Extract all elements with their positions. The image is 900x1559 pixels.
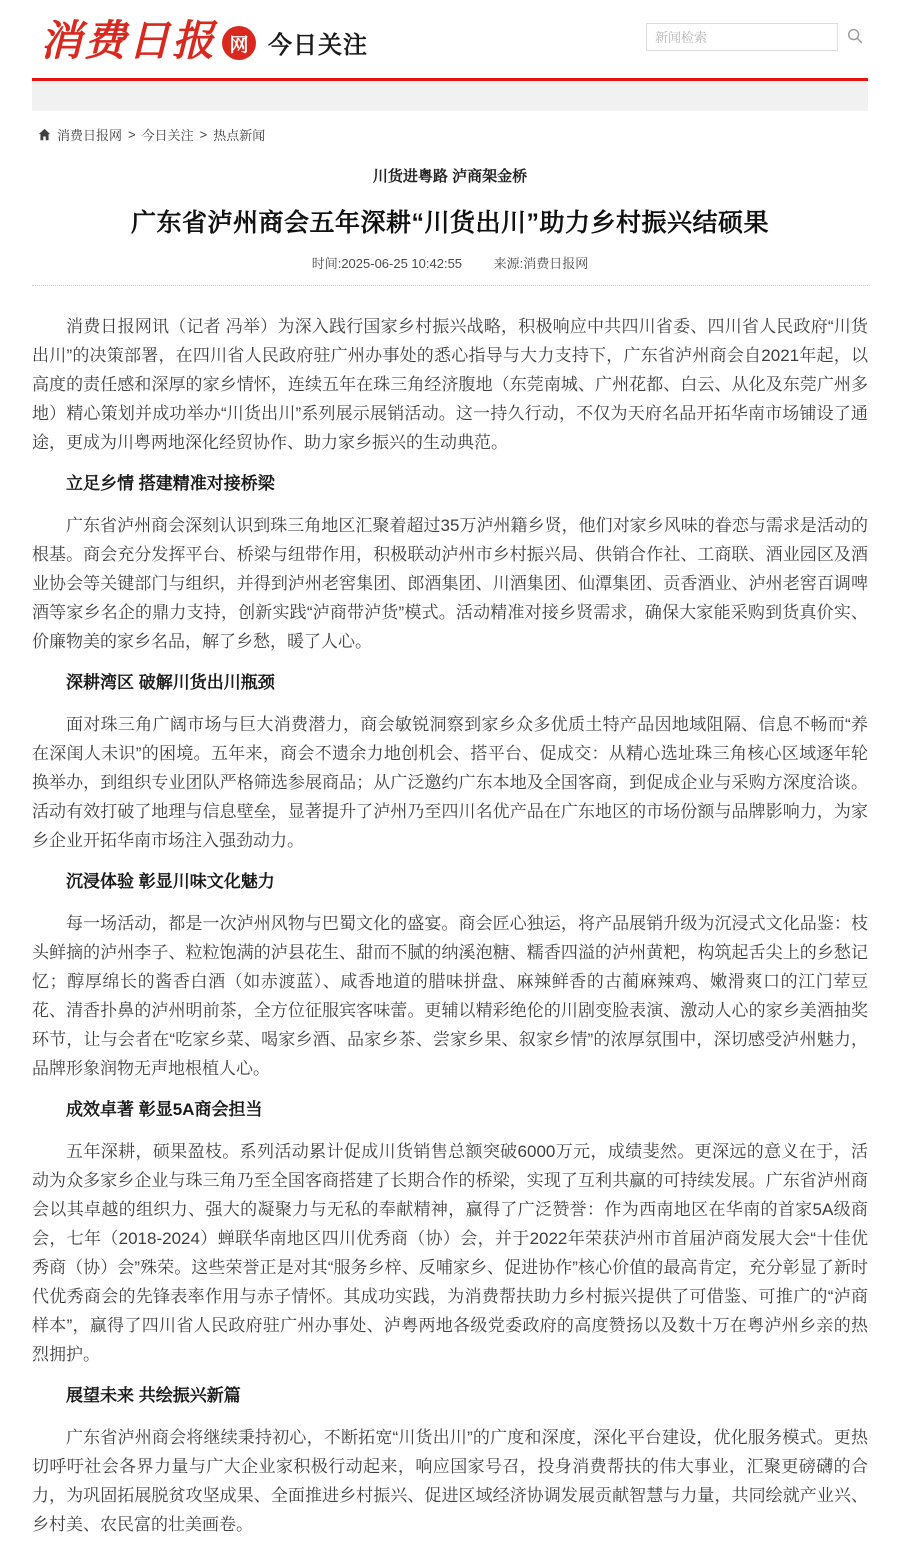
section-heading-2: 深耕湾区 破解川货出川瓶颈 (66, 673, 275, 692)
search-area (646, 23, 864, 51)
paragraph-section-5: 广东省泸州商会将继续秉持初心，不断拓宽“川货出川”的广度和深度，深化平台建设，优化服务模式。更热切呼吁社会各界力量与广大企业家积极行动起来，响应国家号召，投身消费帮扶的伟大事业，汇聚更磅礴的合力，为巩固拓展脱贫攻坚成果、全面推进乡村振兴、促进区域经济协调发展贡献智慧与力量，共同绘就产业兴、乡村美、农民富的壮美画卷。 (32, 1428, 868, 1534)
meta-dotted-divider (32, 285, 868, 286)
search-button[interactable] (846, 27, 864, 48)
search-icon (846, 27, 864, 48)
section-title[interactable]: 今日关注 (268, 32, 369, 59)
paragraph-intro: 消费日报网讯（记者 冯举）为深入践行国家乡村振兴战略，积极响应中共四川省委、四川省人民政府“川货出川”的决策部署，在四川省人民政府驻广州办事处的悉心指导与大力支持下，广东省泸州商会自2021年起，以高度的责任感和深厚的家乡情怀，连续五年在珠三角经济腹地（东莞南城、广州花都、白云、从化及东莞广州多地）精心策划并成功举办“川货出川”系列展示展销活动。这一持久行动，不仅为天府名品开拓华南市场铺设了通途，更成为川粤两地深化经贸协作、助力家乡振兴的生动典范。 (32, 317, 868, 452)
article-kicker: 川货进粤路 泸商架金桥 (372, 168, 528, 185)
page-container (32, 0, 868, 1559)
section-heading-3: 沉浸体验 彰显川味文化魅力 (66, 872, 275, 891)
section-heading-5: 展望未来 共绘振兴新篇 (66, 1386, 241, 1405)
site-header (32, 0, 868, 78)
article-source: 来源:消费日报网 (493, 256, 589, 271)
breadcrumb-item-category[interactable]: 热点新闻 (213, 128, 266, 143)
article-title: 广东省泸州商会五年深耕“川货出川”助力乡村振兴结硕果 (130, 209, 769, 237)
site-logo[interactable] (40, 16, 369, 65)
section-heading-1: 立足乡情 搭建精准对接桥梁 (66, 474, 275, 493)
paragraph-section-3: 每一场活动，都是一次泸州风物与巴蜀文化的盛宴。商会匠心独运，将产品展销升级为沉浸式文化品鉴：枝头鲜摘的泸州李子、粒粒饱满的泸县花生、甜而不腻的纳溪泡糖、糯香四溢的泸州黄粑，构筑起舌尖上的乡愁记忆；醇厚绵长的酱香白酒（如赤渡蓝）、咸香地道的腊味拼盘、麻辣鲜香的古蔺麻辣鸡、嫩滑爽口的江门荤豆花、清香扑鼻的泸州明前茶，全方位征服宾客味蕾。更辅以精彩绝伦的川剧变脸表演、激动人心的家乡美酒抽奖环节，让与会者在“吃家乡菜、喝家乡酒、品家乡茶、尝家乡果、叙家乡情”的浓厚氛围中，深切感受泸州魅力，品牌形象润物无声地根植人心。 (32, 914, 868, 1078)
section-heading-4: 成效卓著 彰显5A商会担当 (66, 1100, 263, 1119)
sub-header-bar (32, 81, 868, 111)
paragraph-section-2: 面对珠三角广阔市场与巨大消费潜力，商会敏锐洞察到家乡众多优质土特产品因地域阻隔、信息不畅而“养在深闺人未识”的困境。五年来，商会不遗余力地创机会、搭平台、促成交：从精心选址珠三角核心区域逐年轮换举办，到组织专业团队严格筛选参展商品；从广泛邀约广东本地及全国客商，到促成企业与采购方深度洽谈。活动有效打破了地理与信息壁垒，显著提升了泸州乃至四川名优产品在广东地区的市场份额与品牌影响力，为家乡企业开拓华南市场注入强劲动力。 (32, 715, 868, 850)
breadcrumb-item-home[interactable]: 消费日报网 (57, 128, 123, 143)
breadcrumb-item-section[interactable]: 今日关注 (141, 128, 194, 143)
article (32, 165, 868, 1559)
search-input[interactable] (646, 23, 838, 51)
breadcrumb-separator: > (128, 127, 136, 142)
article-meta (32, 253, 868, 272)
paragraph-section-4: 五年深耕，硕果盈枝。系列活动累计促成川货销售总额突破6000万元，成绩斐然。更深远的意义在于，活动为众多家乡企业与珠三角乃至全国客商搭建了长期合作的桥梁，实现了互利共赢的可持续发展。广东省泸州商会以其卓越的组织力、强大的凝聚力与无私的奉献精神，赢得了广泛赞誉：作为西南地区在华南的首家5A级商会，七年（2018-2024）蝉联华南地区四川优秀商（协）会，并于2022年荣获泸州市首届泸商发展大会“十佳优秀商（协）会”殊荣。这些荣誉正是对其“服务乡梓、反哺家乡、促进协作”核心价值的最高肯定，充分彰显了新时代优秀商会的先锋表率作用与赤子情怀。其成功实践，为消费帮扶助力乡村振兴提供了可借鉴、可推广的“泸商样本”，赢得了四川省人民政府驻广州办事处、泸粤两地各级党委政府的高度赞扬以及数十万在粤泸州乡亲的热烈拥护。 (32, 1142, 868, 1364)
logo-text: 消费日报 (40, 16, 217, 65)
paragraph-section-1: 广东省泸州商会深刻认识到珠三角地区汇聚着超过35万泸州籍乡贤，他们对家乡风味的眷恋与需求是活动的根基。商会充分发挥平台、桥梁与纽带作用，积极联动泸州市乡村振兴局、供销合作社、工商联、酒业园区及酒业协会等关键部门与组织，并得到泸州老窖集团、郎酒集团、川酒集团、仙潭集团、贡香酒业、泸州老窖百调啤酒等家乡名企的鼎力支持，创新实践“泸商带泸货”模式。活动精准对接乡贤需求，确保大家能采购到货真价实、价廉物美的家乡名品，解了乡愁，暖了人心。 (32, 516, 868, 651)
breadcrumb-separator: > (199, 127, 208, 142)
home-icon (38, 128, 51, 141)
breadcrumb (32, 125, 868, 144)
article-time: 时间:2025-06-25 10:42:55 (311, 256, 463, 271)
article-body (32, 312, 868, 1559)
logo-net-badge: 网 (222, 26, 256, 60)
